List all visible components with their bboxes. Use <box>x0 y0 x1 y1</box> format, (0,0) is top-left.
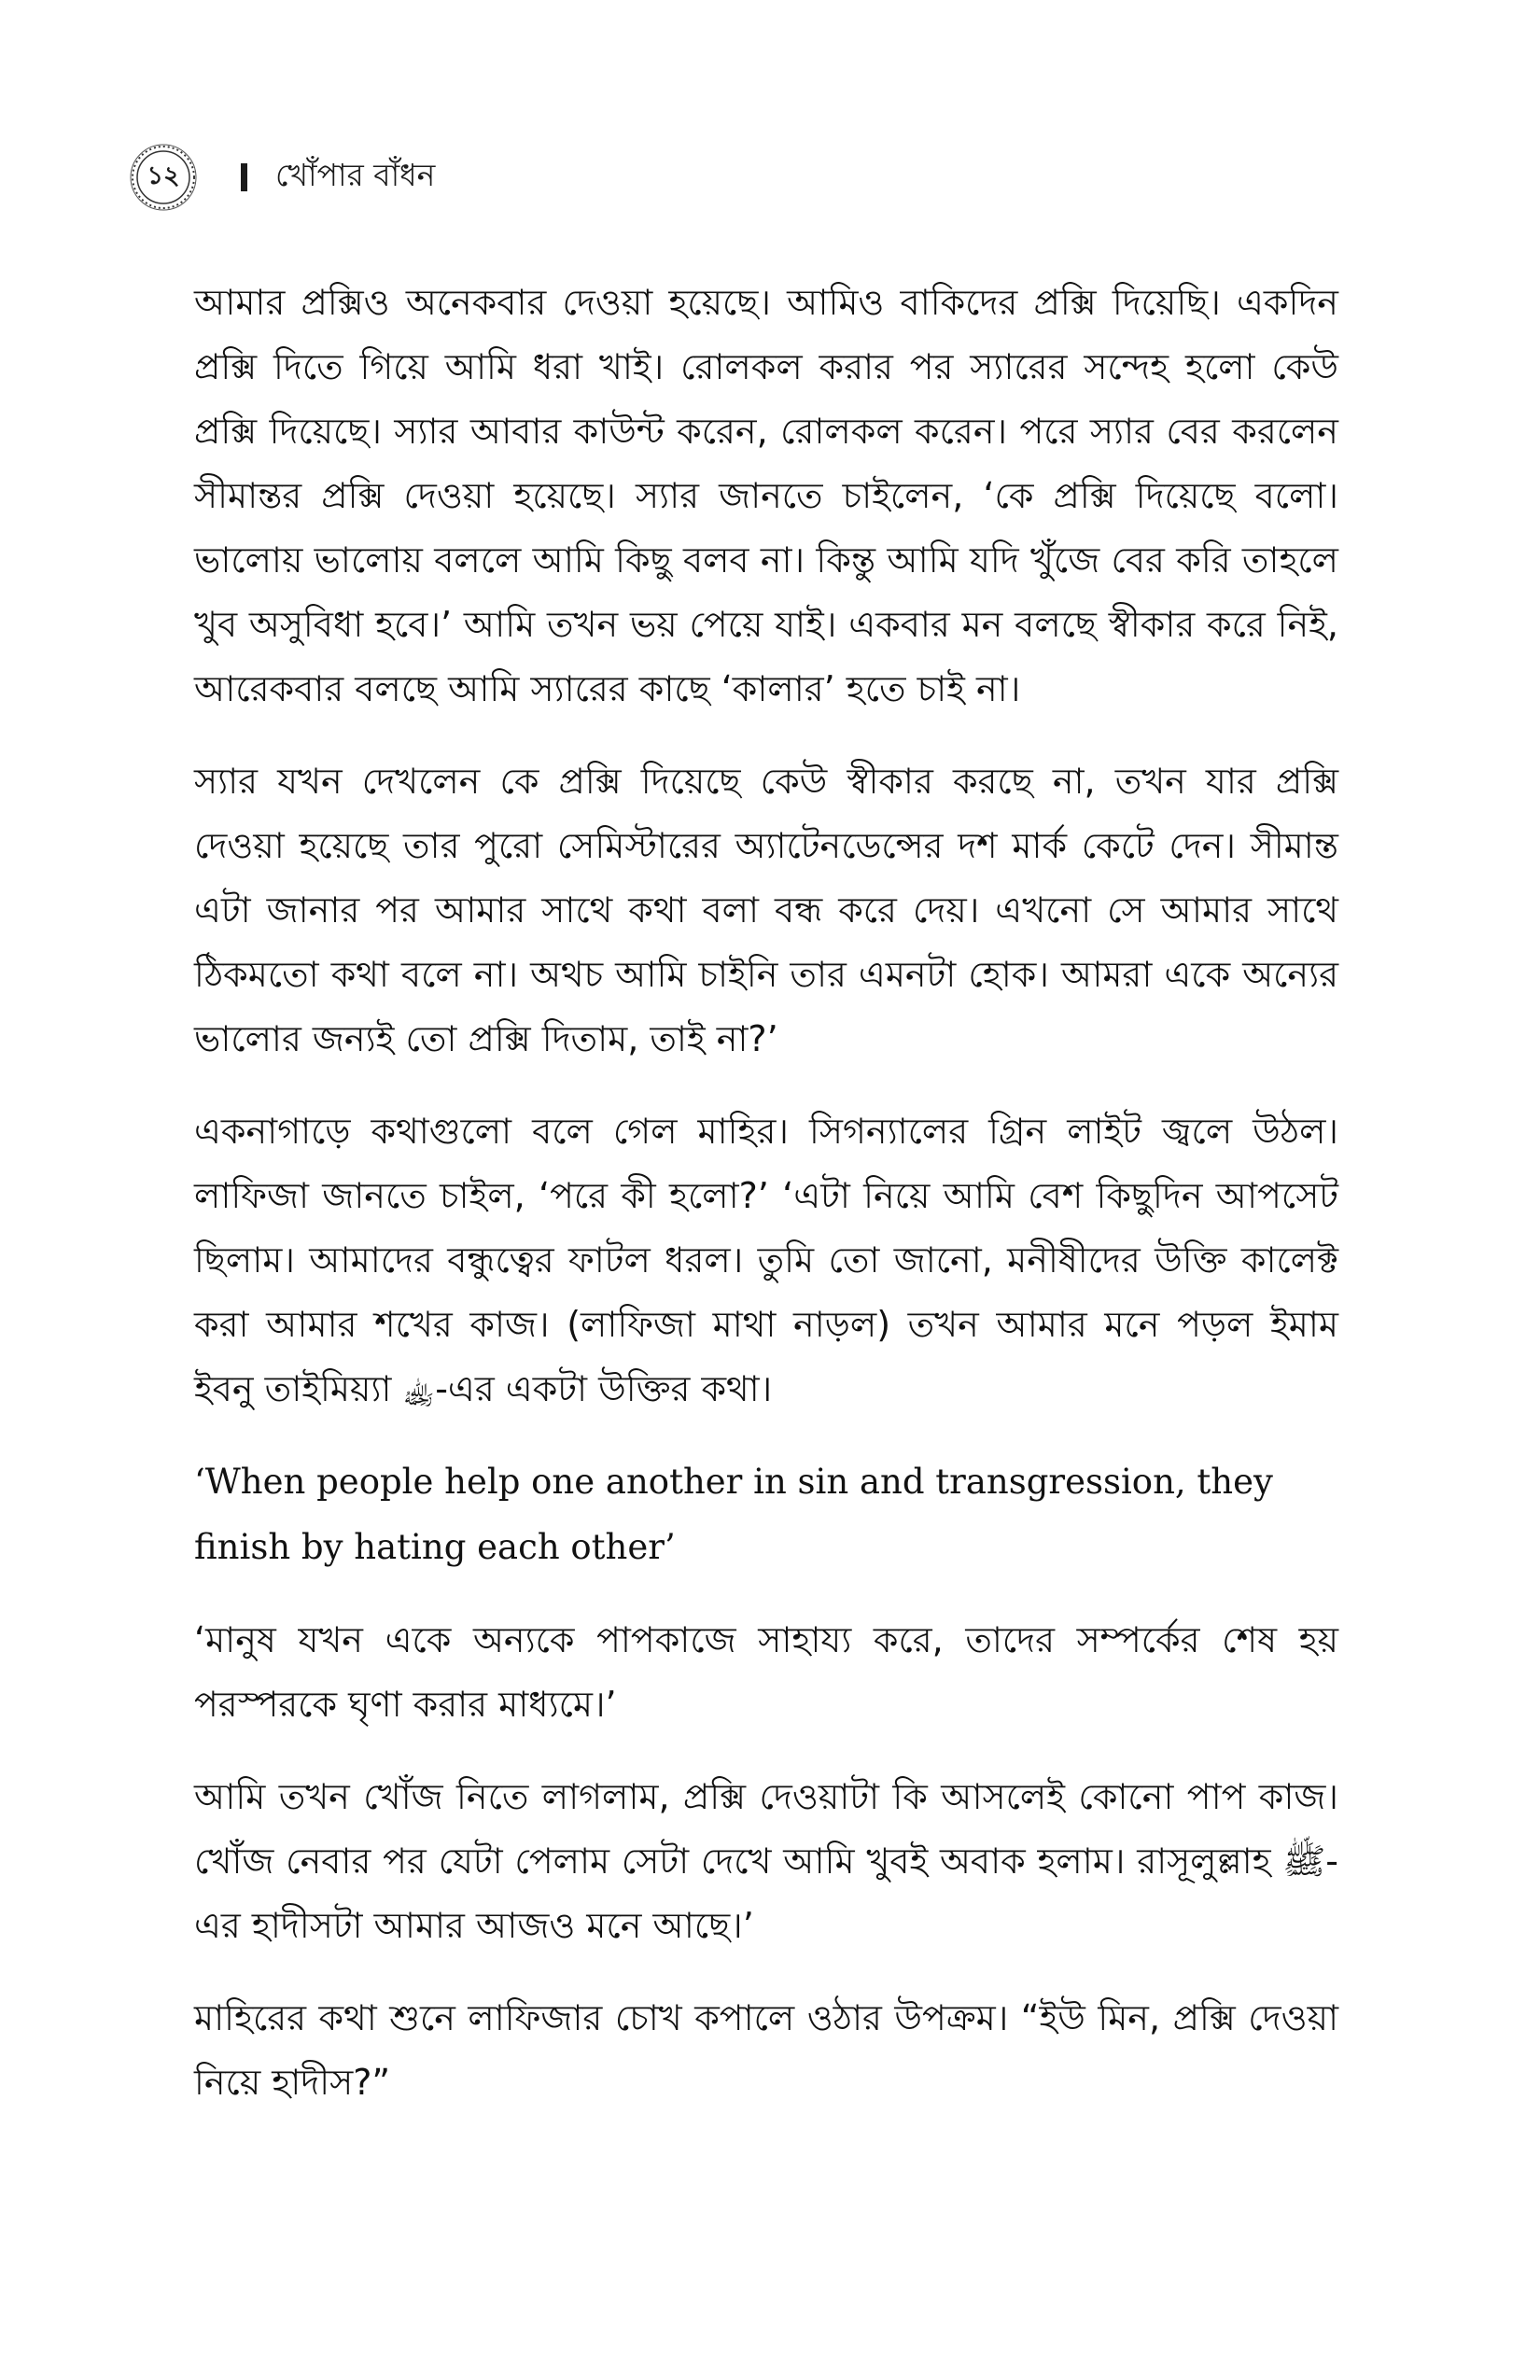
header-divider <box>241 163 247 191</box>
paragraph: একনাগাড়ে কথাগুলো বলে গেল মাহির। সিগন্যালের গ্রিন লাইট জ্বলে উঠল। লাফিজা জানতে চাইল, ‘পরে কী হলো?’ ‘এটা নিয়ে আমি বেশ কিছুদিন আপসেট ছিলাম। আমাদের বন্ধুত্বের ফাটল ধরল। তুমি তো জানো, মনীষীদের উক্তি কালেক্ট করা আমার শখের কাজ। (লাফিজা মাথা নাড়ল) তখন আমার মনে পড়ল ইমাম ইবনু তাইমিয়্যা ﵀-এর একটা উক্তির কথা। <box>194 1111 1338 1409</box>
paragraph: আমি তখন খোঁজ নিতে লাগলাম, প্রক্সি দেওয়াটা কি আসলেই কোনো পাপ কাজ। খোঁজ নেবার পর যেটা পেলাম সেটা দেখে আমি খুবই অবাক হলাম। রাসূলুল্লাহ ﷺ-এর হাদীসটা আমার আজও মনে আছে।’ <box>194 1776 1338 1946</box>
english-quote: ‘When people help one another in sin and transgression, they finish by hating each other’ <box>194 1462 1273 1567</box>
paragraph: আমার প্রক্সিও অনেকবার দেওয়া হয়েছে। আমিও বাকিদের প্রক্সি দিয়েছি। একদিন প্রক্সি দিতে গিয়ে আমি ধরা খাই। রোলকল করার পর স্যারের সন্দেহ হলো কেউ প্রক্সি দিয়েছে। স্যার আবার কাউন্ট করেন, রোলকল করেন। পরে স্যার বের করলেন সীমান্তর প্রক্সি দেওয়া হয়েছে। স্যার জানতে চাইলেন, ‘কে প্রক্সি দিয়েছে বলো। ভালোয় ভালোয় বললে আমি কিছু বলব না। কিন্তু আমি যদি খুঁজে বের করি তাহলে খুব অসুবিধা হবে।’ আমি তখন ভয় পেয়ে যাই। একবার মন বলছে স্বীকার করে নিই, আরেকবার বলছে আমি স্যারের কাছে ‘কালার’ হতে চাই না। <box>194 282 1338 709</box>
running-header <box>129 140 435 215</box>
page-number-badge <box>129 143 198 212</box>
page-number: ১২ <box>147 161 180 190</box>
book-title: খোঁপার বাঁধন <box>275 157 436 193</box>
page-body <box>194 271 1338 2143</box>
paragraph: মাহিরের কথা শুনে লাফিজার চোখ কপালে ওঠার উপক্রম। “ইউ মিন, প্রক্সি দেওয়া নিয়ে হাদীস?” <box>194 1997 1338 2103</box>
paragraph: স্যার যখন দেখলেন কে প্রক্সি দিয়েছে কেউ স্বীকার করছে না, তখন যার প্রক্সি দেওয়া হয়েছে তার পুরো সেমিস্টারের অ্যাটেনডেন্সের দশ মার্ক কেটে দেন। সীমান্ত এটা জানার পর আমার সাথে কথা বলা বন্ধ করে দেয়। এখনো সে আমার সাথে ঠিকমতো কথা বলে না। অথচ আমি চাইনি তার এমনটা হোক। আমরা একে অন্যের ভালোর জন্যই তো প্রক্সি দিতাম, তাই না?’ <box>194 761 1338 1059</box>
paragraph: ‘মানুষ যখন একে অন্যকে পাপকাজে সাহায্য করে, তাদের সম্পর্কের শেষ হয় পরস্পরকে ঘৃণা করার মাধ্যমে।’ <box>194 1619 1338 1725</box>
